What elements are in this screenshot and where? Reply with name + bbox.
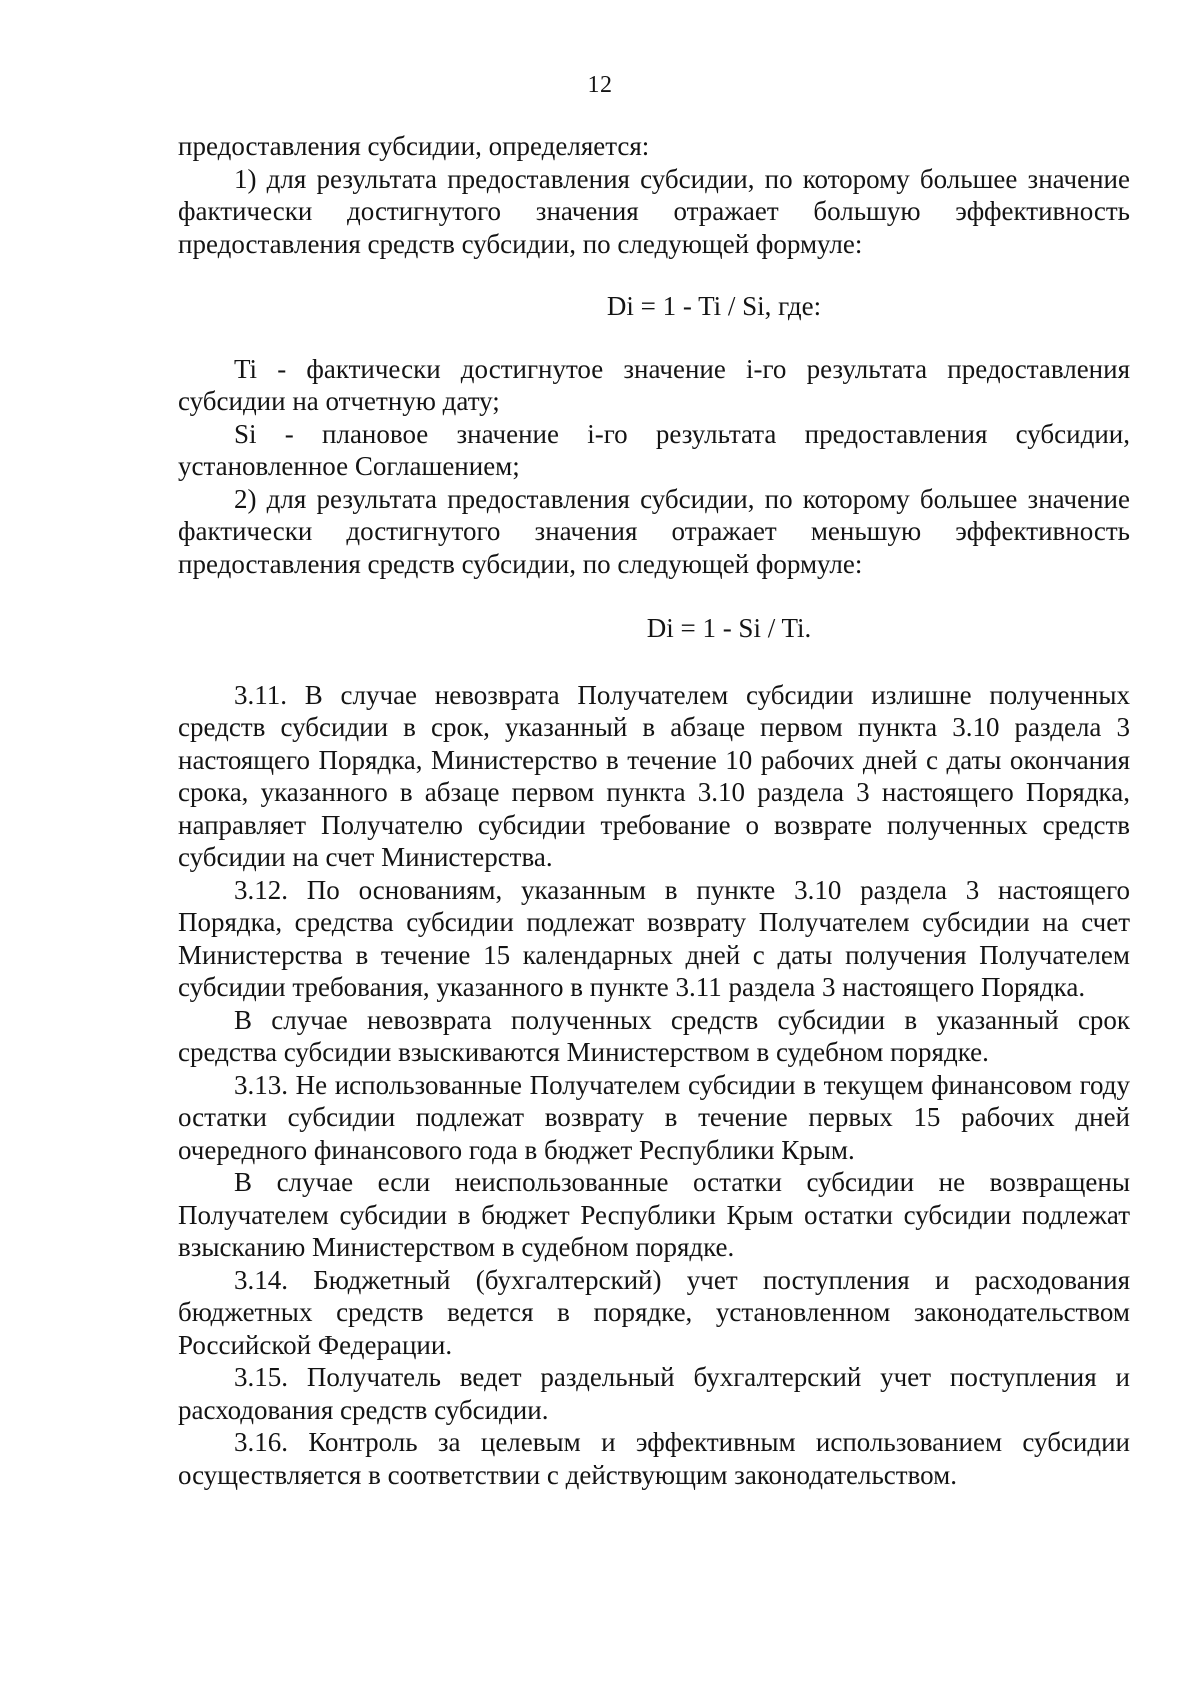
paragraph-3-11: 3.11. В случае невозврата Получателем субсидии излишне полученных средств субсидии в срок, указанный в абзаце первом пункта 3.10 раздела 3 настоящего Порядка, Министерство в течение 10 рабочих дней с даты окончания срока, указанного в абзаце первом пункта 3.10 раздела 3 настоящего Порядка, направляет Получателю субсидии требование о возврате полученных средств субсидии на счет Министерства. xyxy=(178,679,1130,872)
paragraph-continuation: предоставления субсидии, определяется: xyxy=(178,131,650,161)
paragraph-case-2: 2) для результата предоставления субсидии, по которому большее значение фактически достигнутого значения отражает меньшую эффективность предоставления средств субсидии, по следующей формуле: xyxy=(178,483,1130,579)
paragraph-3-14: 3.14. Бюджетный (бухгалтерский) учет поступления и расходования бюджетных средств ведется в порядке, установленном законодательством Российской Федерации. xyxy=(178,1264,1130,1360)
paragraph-si-definition: Si - плановое значение i-го результата предоставления субсидии, установленное Соглашением; xyxy=(178,418,1130,481)
paragraph-3-13: 3.13. Не использованные Получателем субсидии в текущем финансовом году остатки субсидии подлежат возврату в течение первых 15 рабочих дней очередного финансового года в бюджет Республики Крым. xyxy=(178,1069,1130,1165)
paragraph-3-13-recovery: В случае если неиспользованные остатки субсидии не возвращены Получателем субсидии в бюджет Республики Крым остатки субсидии подлежат взысканию Министерством в судебном порядке. xyxy=(178,1167,1130,1262)
paragraph-3-15: 3.15. Получатель ведет раздельный бухгалтерский учет поступления и расходования средств субсидии. xyxy=(178,1362,1130,1425)
page-number: 12 xyxy=(587,72,613,98)
paragraph-3-12: 3.12. По основаниям, указанным в пункте 3.10 раздела 3 настоящего Порядка, средства субсидии подлежат возврату Получателем субсидии на счет Министерства в течение 15 календарных дней с даты получения Получателем субсидии требования, указанного в пункте 3.11 раздела 3 настоящего Порядка. xyxy=(178,874,1130,1002)
formula-1: Di = 1 - Ti / Si, где: xyxy=(606,291,822,321)
paragraph-3-12-recovery: В случае невозврата полученных средств субсидии в указанный срок средства субсидии взыскиваются Министерством в судебном порядке. xyxy=(178,1004,1130,1067)
paragraph-case-1: 1) для результата предоставления субсидии, по которому большее значение фактически достигнутого значения отражает большую эффективность предоставления средств субсидии, по следующей формуле: xyxy=(178,163,1130,259)
document-body xyxy=(178,130,1130,1491)
formula-2: Di = 1 - Si / Ti. xyxy=(646,613,812,643)
paragraph-3-16: 3.16. Контроль за целевым и эффективным использованием субсидии осуществляется в соответствии с действующим законодательством. xyxy=(178,1427,1130,1490)
paragraph-ti-definition: Ti - фактически достигнутое значение i-го результата предоставления субсидии на отчетную дату; xyxy=(178,353,1130,416)
